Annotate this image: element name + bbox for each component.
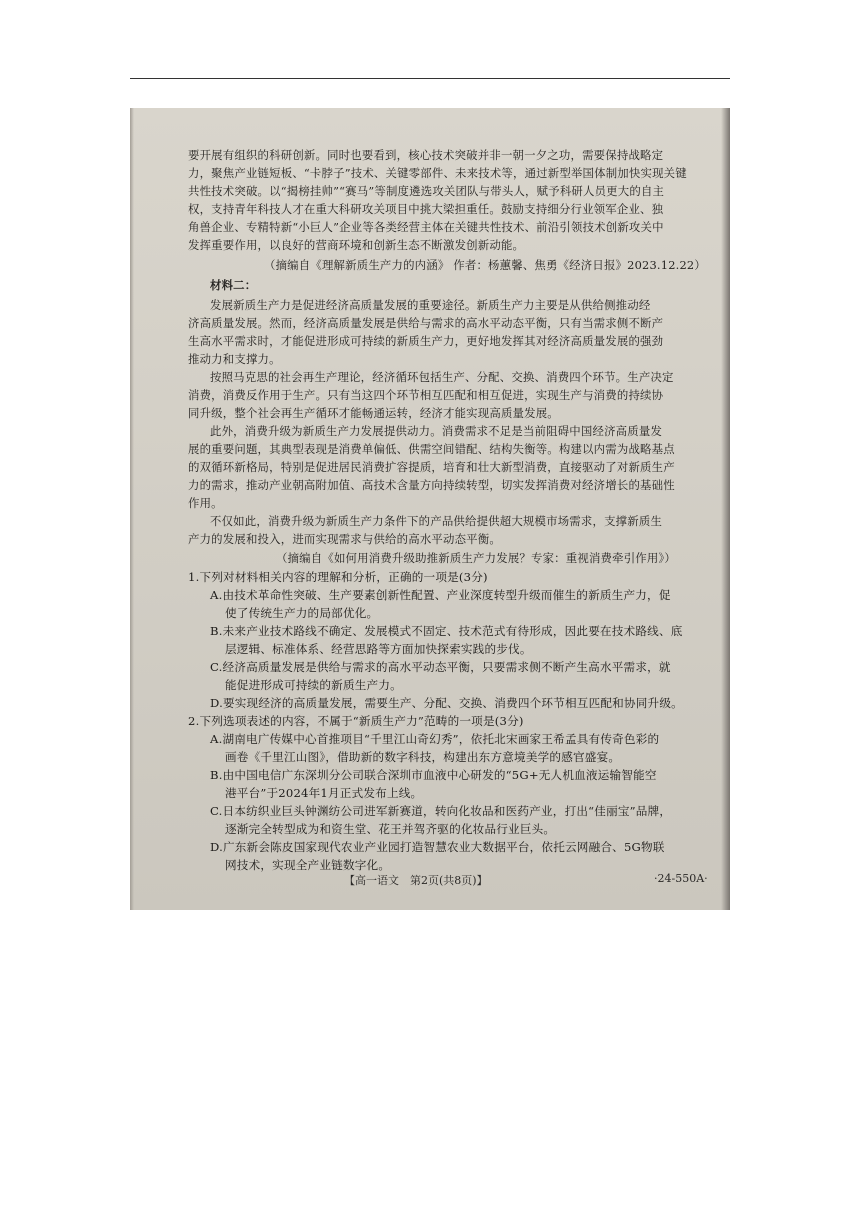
text-line: 角兽企业、专精特新“小巨人”企业等各类经营主体在关键共性技术、前沿引领技术创新攻关中 [188, 220, 664, 234]
source-citation: （摘编自《如何用消费升级助推新质生产力发展？专家：重视消费牵引作用》） [276, 551, 676, 565]
section-heading: 材料二： [210, 278, 257, 292]
text-line: 此外，消费升级为新质生产力发展提供动力。消费需求不足是当前阻碍中国经济高质量发 [210, 424, 663, 438]
page-footer-code: ·24-550A· [654, 872, 708, 885]
text-line: 力的需求，推动产业朝高附加值、高技术含量方向持续转型，切实发挥消费对经济增长的基础性 [188, 478, 675, 492]
question-2-option-a-cont: 画卷《千里江山图》，借助新的数字科技，构建出东方意境美学的感官盛宴。 [225, 750, 621, 764]
question-1-option-c-cont: 能促进形成可持续的新质生产力。 [225, 678, 402, 692]
text-line: 力，聚焦产业链短板、“卡脖子”技术、关键零部件、未来技术等，通过新型举国体制加快实现关键 [188, 166, 687, 180]
question-2-option-d: D.广东新会陈皮国家现代农业产业园打造智慧农业大数据平台，依托云网融合、5G物联 [210, 840, 665, 854]
text-line: 同升级，整个社会再生产循环才能畅通运转，经济才能实现高质量发展。 [188, 406, 559, 420]
question-2-option-c-cont: 逐渐完全转型成为和资生堂、花王并驾齐驱的化妆品行业巨头。 [225, 822, 556, 836]
text-line: 消费，消费反作用于生产。只有当这四个环节相互匹配和相互促进，实现生产与消费的持续协 [188, 388, 664, 402]
text-line: 产力的发展和投入，进而实现需求与供给的高水平动态平衡。 [188, 532, 501, 546]
question-1-option-c: C.经济高质量发展是供给与需求的高水平动态平衡，只要需求侧不断产生高水平需求，就 [210, 660, 671, 674]
question-1-option-d: D.要实现经济的高质量发展，需要生产、分配、交换、消费四个环节相互匹配和协同升级。 [210, 696, 683, 710]
text-line: 展的重要问题，其典型表现是消费单偏低、供需空间错配、结构失衡等。构建以内需为战略基点 [188, 442, 675, 456]
page-shadow-left [130, 108, 134, 910]
question-2-option-a: A.湖南电广传媒中心首推项目“千里江山奇幻秀”，依托北宋画家王希孟具有传奇色彩的 [210, 732, 660, 746]
text-line: 按照马克思的社会再生产理论，经济循环包括生产、分配、交换、消费四个环节。生产决定 [210, 370, 674, 384]
text-line: 生高水平需求时，才能促进形成可持续的新质生产力，更好地发挥其对经济高质量发展的强劲 [188, 334, 664, 348]
question-2-option-b: B.由中国电信广东深圳分公司联合深圳市血液中心研发的“5G+无人机血液运输智能空 [210, 768, 657, 782]
text-line: 济高质量发展。然而，经济高质量发展是供给与需求的高水平动态平衡，只有当需求侧不断产 [188, 316, 664, 330]
text-line: 不仅如此，消费升级为新质生产力条件下的产品供给提供超大规模市场需求，支撑新质生 [210, 514, 663, 528]
question-2-option-c: C.日本纺织业巨头钟渊纺公司进军新赛道，转向化妆品和医药产业，打出“佳丽宝”品牌， [210, 804, 672, 818]
page-shadow-right [721, 108, 730, 910]
source-citation: （摘编自《理解新质生产力的内涵》 作者：杨蕙馨、焦勇《经济日报》2023.12.22） [264, 258, 706, 272]
question-1-option-b: B.未来产业技术路线不确定、发展模式不固定、技术范式有待形成，因此要在技术路线、底 [210, 624, 683, 638]
text-line: 的双循环新格局，特别是促进居民消费扩容提质，培育和壮大新型消费，直接驱动了对新质生产 [188, 460, 675, 474]
question-1-option-a-cont: 使了传统生产力的局部优化。 [225, 606, 379, 620]
page-footer-center: 【高一语文 第2页(共8页)】 [344, 874, 488, 887]
question-2-option-b-cont: 港平台”于2024年1月正式发布上线。 [225, 786, 423, 800]
text-line: 发挥重要作用，以良好的营商环境和创新生态不断激发创新动能。 [188, 238, 525, 252]
page-top-rule [130, 78, 730, 79]
text-line: 共性技术突破。以“揭榜挂帅”“赛马”等制度遴选攻关团队与带头人，赋予科研人员更大的自主 [188, 184, 665, 198]
question-1-option-a: A.由技术革命性突破、生产要素创新性配置、产业深度转型升级而催生的新质生产力，促 [210, 588, 671, 602]
scanned-page-photo [130, 108, 730, 910]
text-line: 权，支持青年科技人才在重大科研攻关项目中挑大梁担重任。鼓励支持细分行业领军企业、独 [188, 202, 664, 216]
question-1-stem: 1.下列对材料相关内容的理解和分析，正确的一项是(3分) [188, 570, 488, 584]
text-line: 要开展有组织的科研创新。同时也要看到，核心技术突破并非一朝一夕之功，需要保持战略定 [188, 148, 664, 162]
text-line: 作用。 [188, 496, 223, 510]
question-2-option-d-cont: 网技术，实现全产业链数字化。 [225, 858, 391, 872]
text-line: 推动力和支撑力。 [188, 352, 281, 366]
text-line: 发展新质生产力是促进经济高质量发展的重要途径。新质生产力主要是从供给侧推动经 [210, 298, 651, 312]
question-1-option-b-cont: 层逻辑、标准体系、经营思路等方面加快探索实践的步伐。 [225, 642, 532, 656]
question-2-stem: 2.下列选项表述的内容，不属于“新质生产力”范畴的一项是(3分) [188, 714, 524, 728]
